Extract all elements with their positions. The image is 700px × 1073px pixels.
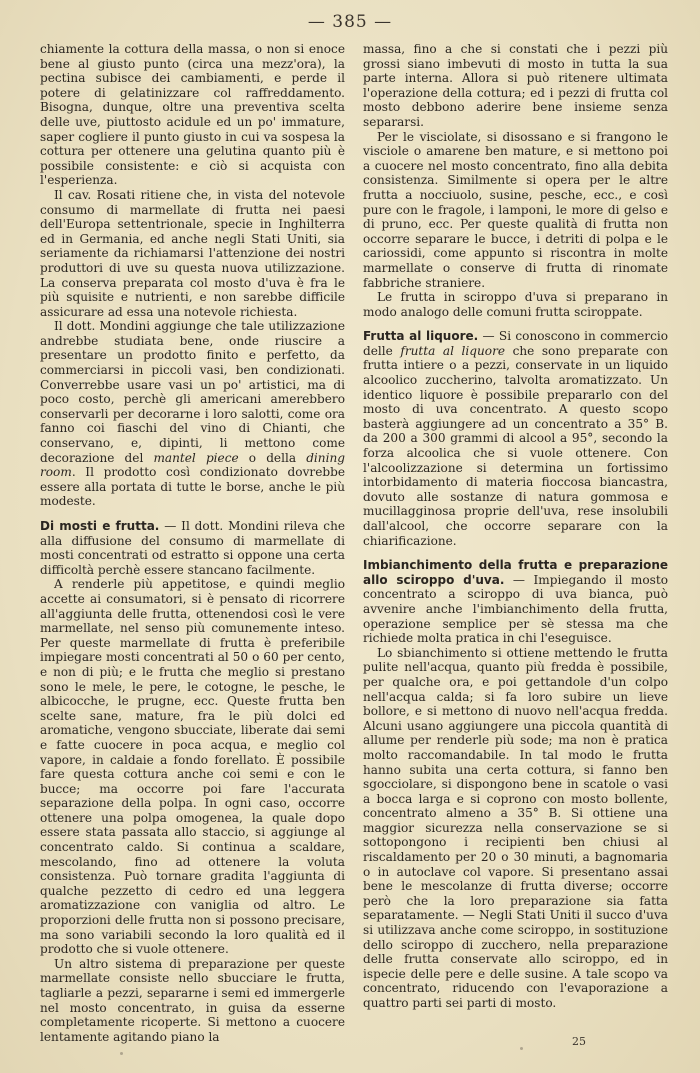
- section-heading: Di mosti e frutta.: [40, 519, 160, 533]
- section-paragraph: [40, 519, 345, 577]
- italic-term: dining room: [40, 450, 345, 480]
- paragraph-text: che sono preparate con frutta intiere o a pezzi, conservate in un liquido alcoolico zuccherino, talvolta aromatizzato. Un identico liquore è possibile prepararlo con del mosto di uva concentrato. A questo scopo basterà aggiungere ad un concentrato a 35° B. da 200 a 300 grammi di alcool a 95°, secondo la forza alcoolica che si vuole ottenere. Con l'alcoolizzazione si determina un fortissimo intorbidamento di materia fioccosa biancastra, dovuto alle sostanze di natura gommosa e mucillagginosa proprie dell'uva, rese insolubili dall'alcool, che occorre separare con la chiarificazione.: [363, 343, 668, 548]
- section-paragraph: [363, 329, 668, 548]
- paragraph-text: — Il dott. Mondini rileva che alla diffusione del consumo di marmellate di mosti concentrati od estratto si oppone una certa difficoltà perchè essere stancano facilmente.: [40, 519, 345, 577]
- paragraph: massa, fino a che si constati che i pezzi più grossi siano imbevuti di mosto in tutta la sua parte interna. Allora si può ritenere ultimata l'operazione della cottura; ed i pezzi di frutta col mosto debbono aderire bene insieme senza separarsi.: [363, 42, 668, 129]
- italic-term: mantel piece: [153, 450, 239, 465]
- paragraph: A renderle più appetitose, e quindi meglio accette ai consumatori, si è pensato di ricorrere all'aggiunta delle frutta, ottenendosi così le vere marmellate, nel senso più comunemente inteso. Per queste marmellate di frutta è preferibile impiegare mosti concentrati al 50 o 60 per cento, e non di più; e le frutta che meglio si prestano sono le mele, le pere, le cotogne, le pesche, le albicocche, le prugne, ecc. Queste frutta ben scelte sane, mature, fra le più dolci ed aromatiche, vengono sbucciate, liberate dai semi e fatte cuocere in poca acqua, e meglio col vapore, in caldaie a fondo forellato. È possibile fare questa cottura anche coi semi e con le bucce; ma occorre poi fare l'accurata separazione della polpa. In ogni caso, occorre ottenere una polpa omogenea, la quale dopo essere stata passata allo staccio, si aggiunge al concentrato caldo. Si continua a scaldare, mescolando, fino ad ottenere la voluta consistenza. Può tornare gradita l'aggiunta di qualche pezzetto di cedro ed una leggera aromatizzazione con vaniglia od altro. Le proporzioni delle frutta non si possono precisare, ma sono variabili secondo la loro qualità ed il prodotto che si vuole ottenere.: [40, 577, 345, 957]
- text-columns: [40, 42, 668, 1052]
- paragraph: Per le visciolate, si disossano e si frangono le visciole o amarene ben mature, e si mettono poi a cuocere nel mosto concentrato, fino alla debita consistenza. Similmente si opera per le altre frutta a nocciuolo, susine, pesche, ecc., e così pure con le fragole, i lamponi, le more di gelso e di pruno, ecc. Per queste qualità di frutta non occorre separare le bucce, i detriti di polpa e le cariossidi, come appunto si riscontra in molte marmellate o conserve di frutta di rinomate fabbriche straniere.: [363, 129, 668, 290]
- paragraph: Le frutta in sciroppo d'uva si preparano in modo analogo delle comuni frutta sciroppate.: [363, 290, 668, 319]
- paragraph-text: o della: [238, 450, 307, 465]
- italic-term: frutta al liquore: [400, 343, 506, 358]
- paragraph: Il cav. Rosati ritiene che, in vista del notevole consumo di marmellate di frutta nei paesi dell'Europa settentrionale, specie in Inghilterra ed in Germania, ed anche negli Stati Uniti, sia seriamente da richiamarsi l'attenzione dei nostri produttori di uve su questa nuova utilizzazione. La conserva preparata col mosto d'uva è fra le più squisite e nutrienti, e non sarebbe difficile assicurare ad essa una notevole richiesta.: [40, 187, 345, 319]
- paragraph-text: — Si conoscono in commercio delle: [363, 329, 668, 358]
- ink-speck: [520, 1047, 523, 1050]
- section-heading: Imbianchimento della frutta e preparazione allo sciroppo d'uva.: [363, 558, 668, 587]
- section-heading: Frutta al liquore.: [363, 329, 479, 344]
- ink-speck: [120, 1052, 123, 1055]
- paragraph: chiamente la cottura della massa, o non si enoce bene al giusto punto (circa una mezz'ora), la pectina subisce dei cambiamenti, e perde il potere di gelatinizzare col raffreddamento. Bisogna, dunque, oltre una preventiva scelta delle uve, piuttosto acidule ed un po' immature, saper cogliere il punto giusto in cui va sospesa la cottura per ottenere una gelutina quanto più è possibile consistente: e ciò si acquista con l'esperienza.: [40, 42, 345, 188]
- paragraph: [40, 319, 345, 509]
- paragraph-text: — Impiegando il mosto concentrato a sciroppo di uva bianca, può avvenire anche l'imbianchimento della frutta, operazione semplice per sè stessa ma che richiede molta pratica in chi l'eseguisce.: [363, 572, 668, 646]
- left-column: [40, 42, 345, 1052]
- paragraph-text: . Il prodotto così condizionato dovrebbe essere alla portata di tutte le borse, anche le più modeste.: [40, 465, 345, 509]
- signature-number: 25: [572, 1035, 586, 1048]
- paragraph: Lo sbianchimento si ottiene mettendo le frutta pulite nell'acqua, quanto più fredda è possibile, per qualche ora, e poi gettandole d'un colpo nell'acqua calda; si fa loro subire un lieve bollore, e si mettono di nuovo nell'acqua fredda. Alcuni usano aggiungere una piccola quantità di allume per renderle più sode; ma non è pratica molto raccomandabile. In tal modo le frutta hanno subita una certa cottura, si fanno ben sgocciolare, si dispongono bene in scatole o vasi a bocca larga e si coprono con mosto bollente, concentrato almeno a 35° B. Si ottiene una maggior sicurezza nella conservazione se si sottopongono i recipienti ben chiusi al riscaldamento per 20 o 30 minuti, a bagnomaria o in autoclave col vapore. Si presentano assai bene le mescolanze di frutta diverse; occorre però che la loro preparazione sia fatta separatamente. — Negli Stati Uniti il succo d'uva si utilizzava anche come sciroppo, in sostituzione dello sciroppo di zucchero, nella preparazione delle frutta conservate allo sciroppo, ed in ispecie delle pere e delle susine. A tale scopo va concentrato, riducendo con l'evaporazione a quattro parti sei parti di mosto.: [363, 645, 668, 1010]
- right-column: [363, 42, 668, 1052]
- section-paragraph: [363, 558, 668, 646]
- paragraph-text: Il dott. Mondini aggiunge che tale utilizzazione andrebbe studiata bene, onde riuscire a presentare un prodotto finito e perfetto, da commerciarsi in piccoli vasi, ben condizionati. Converrebbe usare vasi un po' artistici, ma di poco costo, perchè gli americani amerebbero conservarli per decorarne i loro salotti, come ora fanno coi fiaschi del vino di Chianti, che conservano, e, dipinti, li mettono come decorazione del: [40, 319, 345, 465]
- page-number: — 385 —: [307, 12, 393, 32]
- paragraph: Un altro sistema di preparazione per queste marmellate consiste nello sbucciare le frutta, tagliarle a pezzi, separarne i semi ed immergerle nel mosto concentrato, in guisa da esserne completamente ricoperte. Si mettono a cuocere lentamente agitando piano la: [40, 956, 345, 1044]
